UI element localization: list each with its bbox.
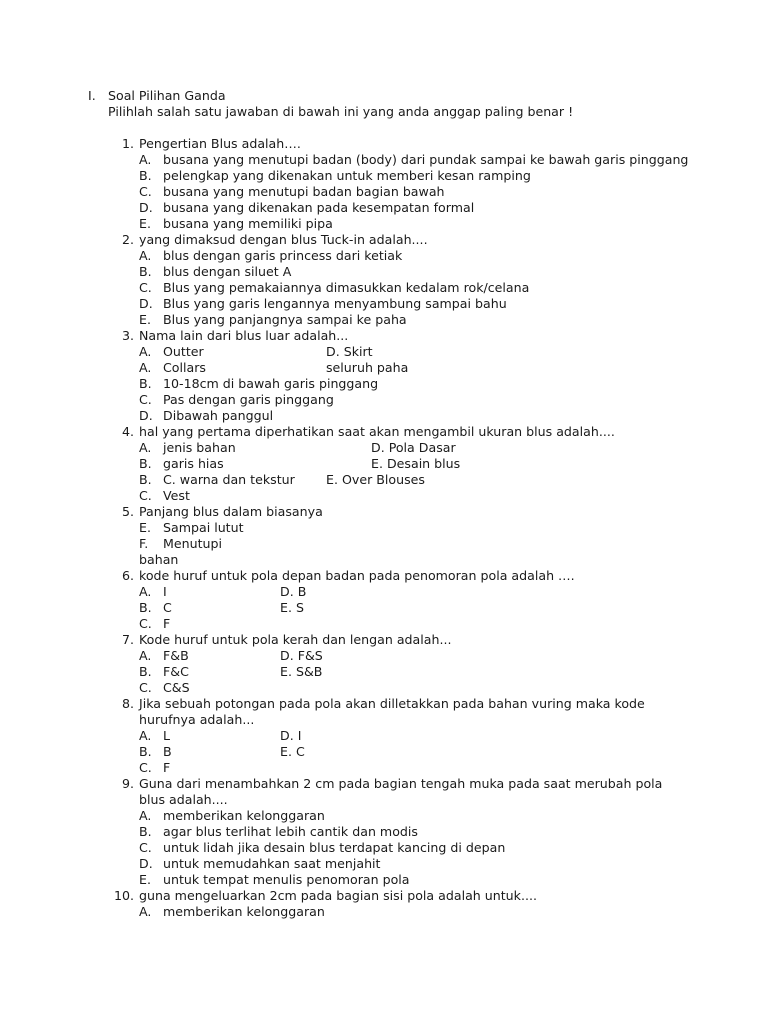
- question-3: [0, 328, 768, 424]
- answer-option: [0, 312, 768, 328]
- question-text: Pengertian Blus adalah….: [139, 136, 301, 151]
- option-letter: A.: [139, 152, 152, 167]
- option-second-column: E. S: [280, 600, 304, 615]
- answer-option: [0, 296, 768, 312]
- option-text: busana yang menutupi badan bagian bawah: [163, 184, 445, 199]
- question-number: 7.: [121, 632, 134, 647]
- option-text: blus dengan garis princess dari ketiak: [163, 248, 403, 263]
- option-letter: F.: [139, 536, 149, 551]
- option-text: untuk memudahkan saat menjahit: [163, 856, 381, 871]
- question-number: 1.: [121, 136, 134, 151]
- option-text: Blus yang garis lengannya menyambung sampai bahu: [163, 296, 507, 311]
- question-text: hurufnya adalah...: [139, 712, 255, 727]
- answer-option: [0, 344, 768, 360]
- section-number: I.: [88, 88, 96, 103]
- question-number: 8.: [121, 696, 134, 711]
- option-letter: A.: [139, 904, 152, 919]
- option-second-column: D. B: [280, 584, 307, 599]
- option-letter: C.: [139, 616, 152, 631]
- option-letter: D.: [139, 296, 153, 311]
- question-text: blus adalah....: [139, 792, 228, 807]
- option-letter: B.: [139, 456, 152, 471]
- answer-option: [0, 664, 768, 680]
- answer-option: [0, 248, 768, 264]
- question-text: Panjang blus dalam biasanya: [139, 504, 323, 519]
- option-letter: C.: [139, 680, 152, 695]
- option-letter: D.: [139, 856, 153, 871]
- wrapped-text: bahan: [139, 552, 179, 567]
- answer-option: [0, 184, 768, 200]
- option-text: 10-18cm di bawah garis pinggang: [163, 376, 379, 391]
- option-second-column: D. I: [280, 728, 302, 743]
- question-line: [0, 328, 768, 344]
- option-letter: A.: [139, 648, 152, 663]
- question-text: Guna dari menambahkan 2 cm pada bagian tengah muka pada saat merubah pola: [139, 776, 663, 791]
- option-letter: E.: [139, 520, 151, 535]
- option-letter: C.: [139, 392, 152, 407]
- answer-option: [0, 392, 768, 408]
- answer-option: [0, 408, 768, 424]
- option-text: jenis bahan: [163, 440, 236, 455]
- question-line: [0, 696, 768, 712]
- answer-option: [0, 824, 768, 840]
- option-text: C: [163, 600, 172, 615]
- question-6: [0, 568, 768, 632]
- question-text: Kode huruf untuk pola kerah dan lengan adalah...: [139, 632, 452, 647]
- answer-option: [0, 168, 768, 184]
- option-text: C&S: [163, 680, 190, 695]
- option-letter: D.: [139, 408, 153, 423]
- answer-option: [0, 584, 768, 600]
- instruction-text: Pilihlah salah satu jawaban di bawah ini yang anda anggap paling benar !: [108, 104, 574, 119]
- answer-option: [0, 904, 768, 920]
- question-line: [0, 712, 768, 728]
- answer-option: [0, 648, 768, 664]
- option-letter: C.: [139, 184, 152, 199]
- option-text: agar blus terlihat lebih cantik dan modis: [163, 824, 418, 839]
- option-text: busana yang memiliki pipa: [163, 216, 333, 231]
- option-text: Menutupi: [163, 536, 222, 551]
- question-7: [0, 632, 768, 696]
- option-text: untuk lidah jika desain blus terdapat kancing di depan: [163, 840, 506, 855]
- question-2: [0, 232, 768, 328]
- question-text: kode huruf untuk pola depan badan pada penomoran pola adalah ….: [139, 568, 575, 583]
- answer-option: [0, 488, 768, 504]
- question-number: 4.: [121, 424, 134, 439]
- option-letter: B.: [139, 664, 152, 679]
- question-line: [0, 568, 768, 584]
- question-line: [0, 888, 768, 904]
- option-letter: E.: [139, 872, 151, 887]
- question-line: [0, 632, 768, 648]
- question-9: [0, 776, 768, 888]
- option-text: blus dengan siluet A: [163, 264, 292, 279]
- answer-option: [0, 520, 768, 536]
- section-title: Soal Pilihan Ganda: [108, 88, 226, 103]
- option-letter: A.: [139, 584, 152, 599]
- answer-option: [0, 472, 768, 488]
- option-letter: B.: [139, 168, 152, 183]
- option-second-column: E. C: [280, 744, 305, 759]
- option-text: Blus yang pemakaiannya dimasukkan kedalam rok/celana: [163, 280, 530, 295]
- option-letter: C.: [139, 760, 152, 775]
- option-letter: A.: [139, 360, 152, 375]
- question-number: 3.: [121, 328, 134, 343]
- answer-option: [0, 216, 768, 232]
- option-text: memberikan kelonggaran: [163, 808, 325, 823]
- option-letter: A.: [139, 248, 152, 263]
- option-text: Dibawah panggul: [163, 408, 274, 423]
- question-number: 5.: [121, 504, 134, 519]
- answer-option: [0, 616, 768, 632]
- option-text: F: [163, 760, 171, 775]
- answer-option: [0, 872, 768, 888]
- answer-option: [0, 456, 768, 472]
- option-text: F&B: [163, 648, 189, 663]
- option-second-column: D. Pola Dasar: [371, 440, 456, 455]
- answer-option: [0, 840, 768, 856]
- option-letter: B.: [139, 264, 152, 279]
- answer-option: [0, 760, 768, 776]
- option-letter: B.: [139, 472, 152, 487]
- question-number: 6.: [121, 568, 134, 583]
- option-second-column: E. S&B: [280, 664, 323, 679]
- answer-option: [0, 376, 768, 392]
- option-text: busana yang dikenakan pada kesempatan formal: [163, 200, 475, 215]
- question-line: [0, 792, 768, 808]
- question-5: [0, 504, 768, 568]
- option-letter: E.: [139, 312, 151, 327]
- answer-option: [0, 744, 768, 760]
- option-second-column: E. Desain blus: [371, 456, 461, 471]
- question-line: [0, 504, 768, 520]
- option-text: F: [163, 616, 171, 631]
- option-letter: B.: [139, 376, 152, 391]
- question-text: hal yang pertama diperhatikan saat akan mengambil ukuran blus adalah....: [139, 424, 615, 439]
- answer-option: [0, 264, 768, 280]
- question-line: [0, 136, 768, 152]
- option-letter: A.: [139, 344, 152, 359]
- option-second-column: seluruh paha: [326, 360, 409, 375]
- option-letter: A.: [139, 728, 152, 743]
- option-text: F&C: [163, 664, 189, 679]
- question-10: [0, 888, 768, 920]
- option-text: untuk tempat menulis penomoran pola: [163, 872, 410, 887]
- question-4: [0, 424, 768, 504]
- question-number: 2.: [121, 232, 134, 247]
- answer-option: [0, 360, 768, 376]
- answer-option: [0, 200, 768, 216]
- option-text: C. warna dan tekstur: [163, 472, 295, 487]
- answer-option: [0, 536, 768, 552]
- wrapped-text-line: [0, 552, 768, 568]
- option-text: I: [163, 584, 167, 599]
- answer-option: [0, 440, 768, 456]
- question-line: [0, 232, 768, 248]
- option-letter: C.: [139, 280, 152, 295]
- option-letter: B.: [139, 744, 152, 759]
- option-letter: B.: [139, 600, 152, 615]
- option-letter: D.: [139, 200, 153, 215]
- question-line: [0, 776, 768, 792]
- option-text: Blus yang panjangnya sampai ke paha: [163, 312, 407, 327]
- option-letter: C.: [139, 840, 152, 855]
- option-letter: A.: [139, 440, 152, 455]
- question-8: [0, 696, 768, 776]
- option-text: Pas dengan garis pinggang: [163, 392, 334, 407]
- option-letter: C.: [139, 488, 152, 503]
- answer-option: [0, 808, 768, 824]
- option-text: Vest: [163, 488, 190, 503]
- answer-option: [0, 856, 768, 872]
- option-text: pelengkap yang dikenakan untuk memberi kesan ramping: [163, 168, 531, 183]
- question-text: Nama lain dari blus luar adalah...: [139, 328, 349, 343]
- option-text: L: [163, 728, 171, 743]
- answer-option: [0, 728, 768, 744]
- question-number: 9.: [121, 776, 134, 791]
- option-text: B: [163, 744, 172, 759]
- question-line: [0, 424, 768, 440]
- option-letter: E.: [139, 216, 151, 231]
- question-text: Jika sebuah potongan pada pola akan dilletakkan pada bahan vuring maka kode: [139, 696, 645, 711]
- option-second-column: D. F&S: [280, 648, 323, 663]
- option-letter: A.: [139, 808, 152, 823]
- option-second-column: E. Over Blouses: [326, 472, 425, 487]
- question-list: [0, 136, 768, 920]
- answer-option: [0, 680, 768, 696]
- option-second-column: D. Skirt: [326, 344, 373, 359]
- question-text: guna mengeluarkan 2cm pada bagian sisi pola adalah untuk....: [139, 888, 537, 903]
- answer-option: [0, 600, 768, 616]
- option-text: Sampai lutut: [163, 520, 244, 535]
- question-1: [0, 136, 768, 232]
- question-number: 10.: [113, 888, 134, 903]
- option-text: garis hias: [163, 456, 224, 471]
- option-text: Outter: [163, 344, 204, 359]
- answer-option: [0, 152, 768, 168]
- answer-option: [0, 280, 768, 296]
- option-text: busana yang menutupi badan (body) dari pundak sampai ke bawah garis pinggang: [163, 152, 689, 167]
- option-text: Collars: [163, 360, 206, 375]
- option-letter: B.: [139, 824, 152, 839]
- question-text: yang dimaksud dengan blus Tuck-in adalah....: [139, 232, 428, 247]
- option-text: memberikan kelonggaran: [163, 904, 325, 919]
